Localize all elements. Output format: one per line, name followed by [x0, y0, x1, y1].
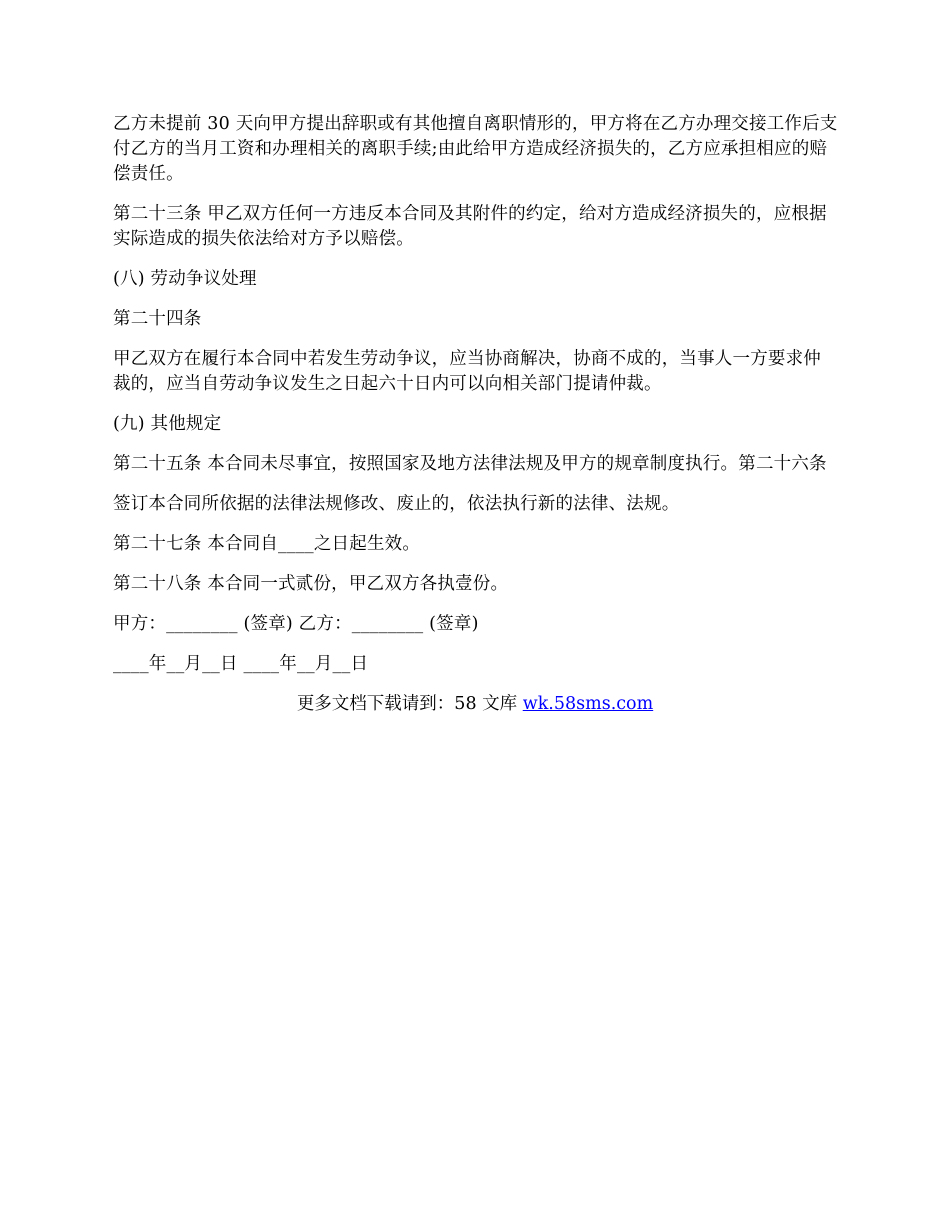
section-heading-labor-dispute: (八) 劳动争议处理: [113, 269, 257, 289]
paragraph-article-23: 第二十三条 甲乙双方任何一方违反本合同及其附件的约定，给对方造成经济损失的，应根据实际造成的损失依法给对方予以赔偿。: [113, 204, 827, 249]
date-line: ____年__月__日 ____年__月__日: [113, 654, 369, 674]
paragraph-article-27: 第二十七条 本合同自____之日起生效。: [113, 534, 421, 554]
paragraph-law-changes: 签订本合同所依据的法律法规修改、废止的，依法执行新的法律、法规。: [113, 494, 680, 514]
paragraph-labor-dispute: 甲乙双方在履行本合同中若发生劳动争议，应当协商解决，协商不成的，当事人一方要求仲裁的，应当自劳动争议发生之日起六十日内可以向相关部门提请仲裁。: [113, 349, 821, 394]
footer-link[interactable]: wk.58sms.com: [522, 694, 654, 714]
paragraph-article-25: 第二十五条 本合同未尽事宜，按照国家及地方法律法规及甲方的规章制度执行。第二十六条: [113, 454, 827, 474]
signature-line: 甲方：________ (签章) 乙方：________ (签章): [113, 614, 479, 634]
section-heading-other-rules: (九) 其他规定: [113, 414, 222, 434]
footer-text: 更多文档下载请到：58 文库: [296, 694, 523, 714]
article-24-heading: 第二十四条: [113, 309, 202, 329]
download-footer: [0, 692, 950, 717]
paragraph-resignation-terms: 乙方未提前 30 天向甲方提出辞职或有其他擅自离职情形的，甲方将在乙方办理交接工作后支付乙方的当月工资和办理相关的离职手续;由此给甲方造成经济损失的，乙方应承担相应的赔偿责任。: [113, 114, 838, 184]
paragraph-article-28: 第二十八条 本合同一式贰份，甲乙双方各执壹份。: [113, 574, 509, 594]
document-body: [113, 112, 838, 717]
